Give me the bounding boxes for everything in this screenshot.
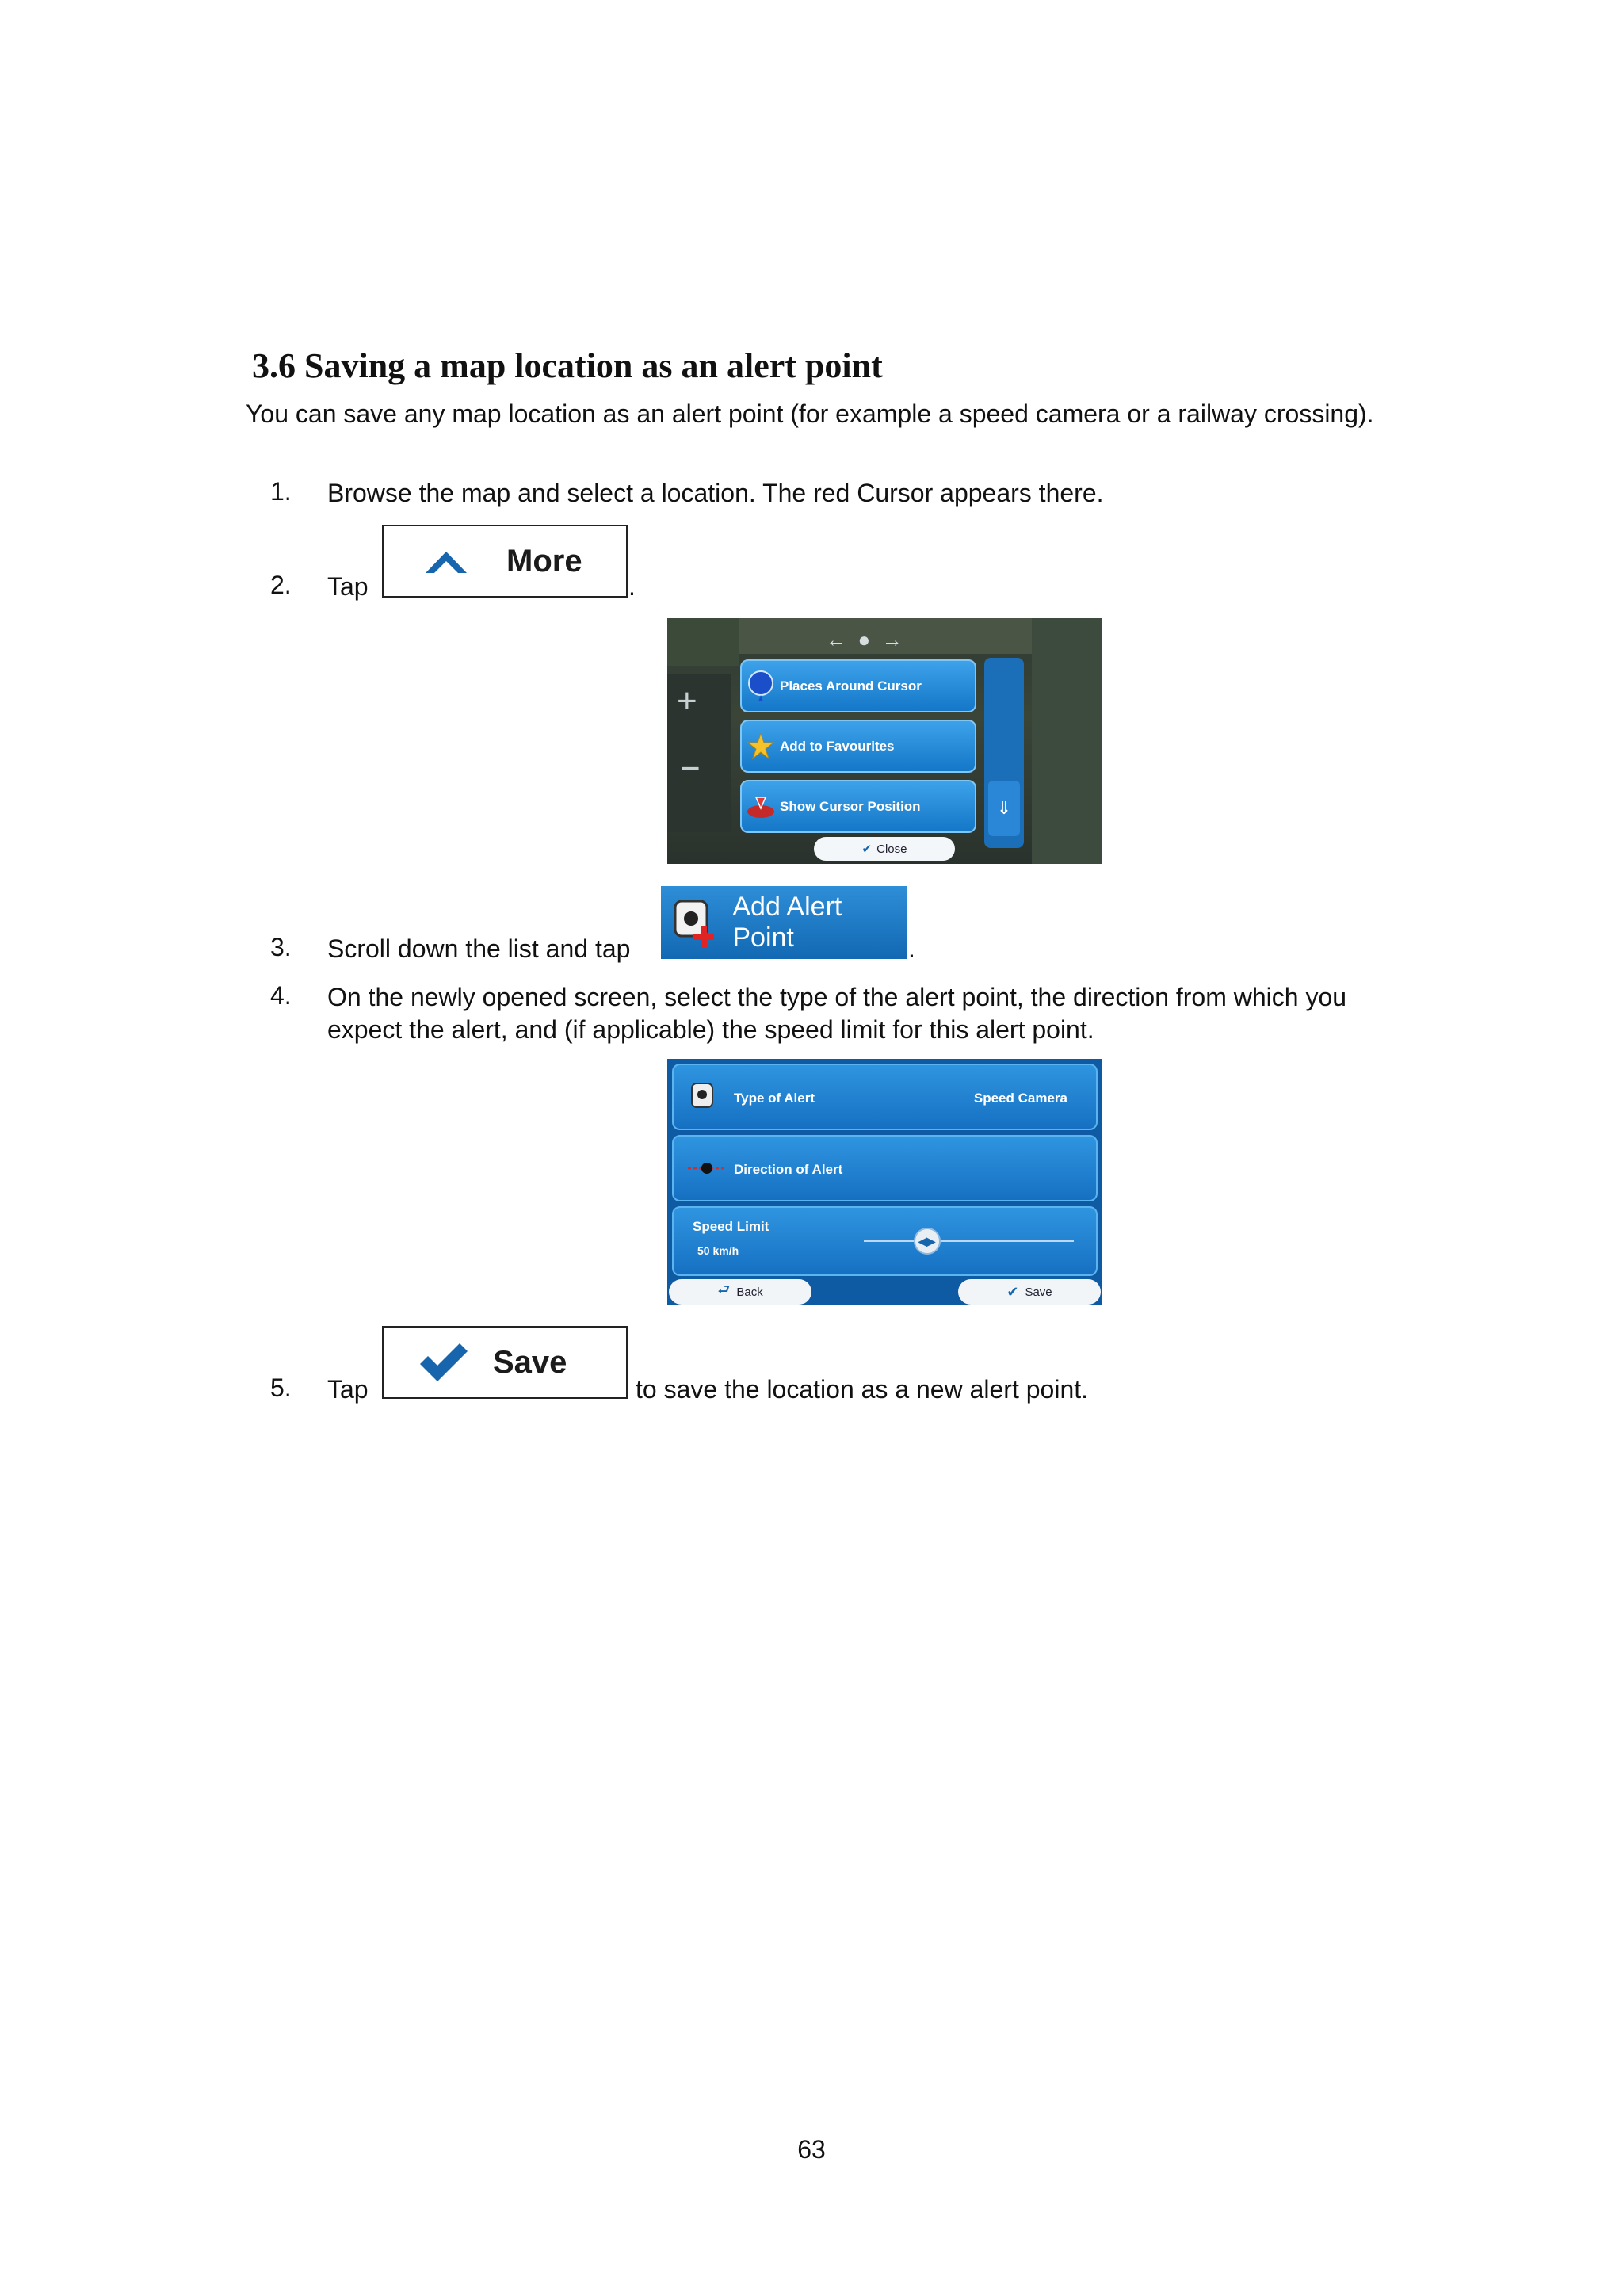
map-menu-screenshot [667,618,1102,864]
save-pill-label: Save [1025,1285,1052,1299]
step-number: 3. [270,933,292,961]
direction-of-alert-label: Direction of Alert [734,1162,843,1177]
type-of-alert-value: Speed Camera [973,1091,1067,1106]
cursor-position-icon [742,794,780,819]
alert-camera-icon [670,896,724,949]
chevron-down-icon: ✔ [861,842,873,856]
back-label: Back [736,1285,763,1299]
type-of-alert-label: Type of Alert [734,1091,815,1106]
menu-item-add-to-favourites [740,720,976,773]
direction-of-alert-row [672,1135,1098,1201]
step-number: 2. [270,571,292,599]
section-heading: 3.6 Saving a map location as an alert point [252,346,883,385]
menu-item-places-around-cursor [740,659,976,712]
balloon-icon [742,670,780,702]
page-number: 63 [797,2135,826,2164]
close-button [814,837,955,861]
scroll-rail [984,658,1024,848]
zoom-out-icon: − [680,749,701,788]
direction-icon [686,1160,727,1180]
menu-item-label: Show Cursor Position [780,798,921,814]
step-number: 5. [270,1373,292,1402]
menu-item-label: Places Around Cursor [780,678,922,693]
menu-item-show-cursor-position [740,780,976,833]
save-button[interactable] [382,1326,628,1399]
more-button[interactable] [382,525,628,598]
step-text: to save the location as a new alert point. [636,1375,1089,1404]
speed-limit-label: Speed Limit [693,1219,769,1234]
step-punctuation: . [908,934,915,963]
step-text: On the newly opened screen, select the type of the alert point, the direction from which you expect the alert, and (if applicable) the speed limit for this alert point. [327,983,1347,1044]
menu-item-label: Add to Favourites [780,738,895,754]
back-button [669,1279,812,1305]
speed-slider [864,1234,1074,1247]
checkmark-icon [417,1340,472,1385]
slider-thumb: ◀▶ [914,1228,941,1255]
star-icon [742,732,780,761]
save-pill [958,1279,1101,1305]
back-arrow-icon: ⮐ [717,1282,731,1297]
map-top-arrows: ← ● → [826,628,903,651]
add-alert-point-label: Add Alert Point [732,892,842,953]
step-text: Tap [327,572,369,601]
speed-limit-value: 50 km/h [697,1244,739,1257]
step-text: Tap [327,1375,369,1404]
speed-camera-icon [689,1081,716,1115]
step-number: 4. [270,981,292,1010]
speed-limit-row [672,1206,1098,1276]
checkmark-icon: ✔ [1006,1283,1019,1300]
step-number: 1. [270,477,292,506]
type-of-alert-row [672,1064,1098,1130]
step-text: Browse the map and select a location. The red Cursor appears there. [327,479,1104,507]
alert-settings-screenshot [667,1059,1102,1305]
scroll-down-icon: ⇓ [988,781,1020,836]
close-label: Close [876,842,907,856]
step-text: Scroll down the list and tap [327,934,631,963]
chevron-up-icon [423,547,471,575]
step-punctuation: . [628,572,636,601]
save-label: Save [493,1344,567,1380]
more-label: More [506,543,582,579]
add-alert-point-button[interactable] [661,886,907,959]
zoom-in-icon: + [677,682,697,720]
intro-paragraph: You can save any map location as an alert point (for example a speed camera or a railway crossing). [246,399,1374,428]
